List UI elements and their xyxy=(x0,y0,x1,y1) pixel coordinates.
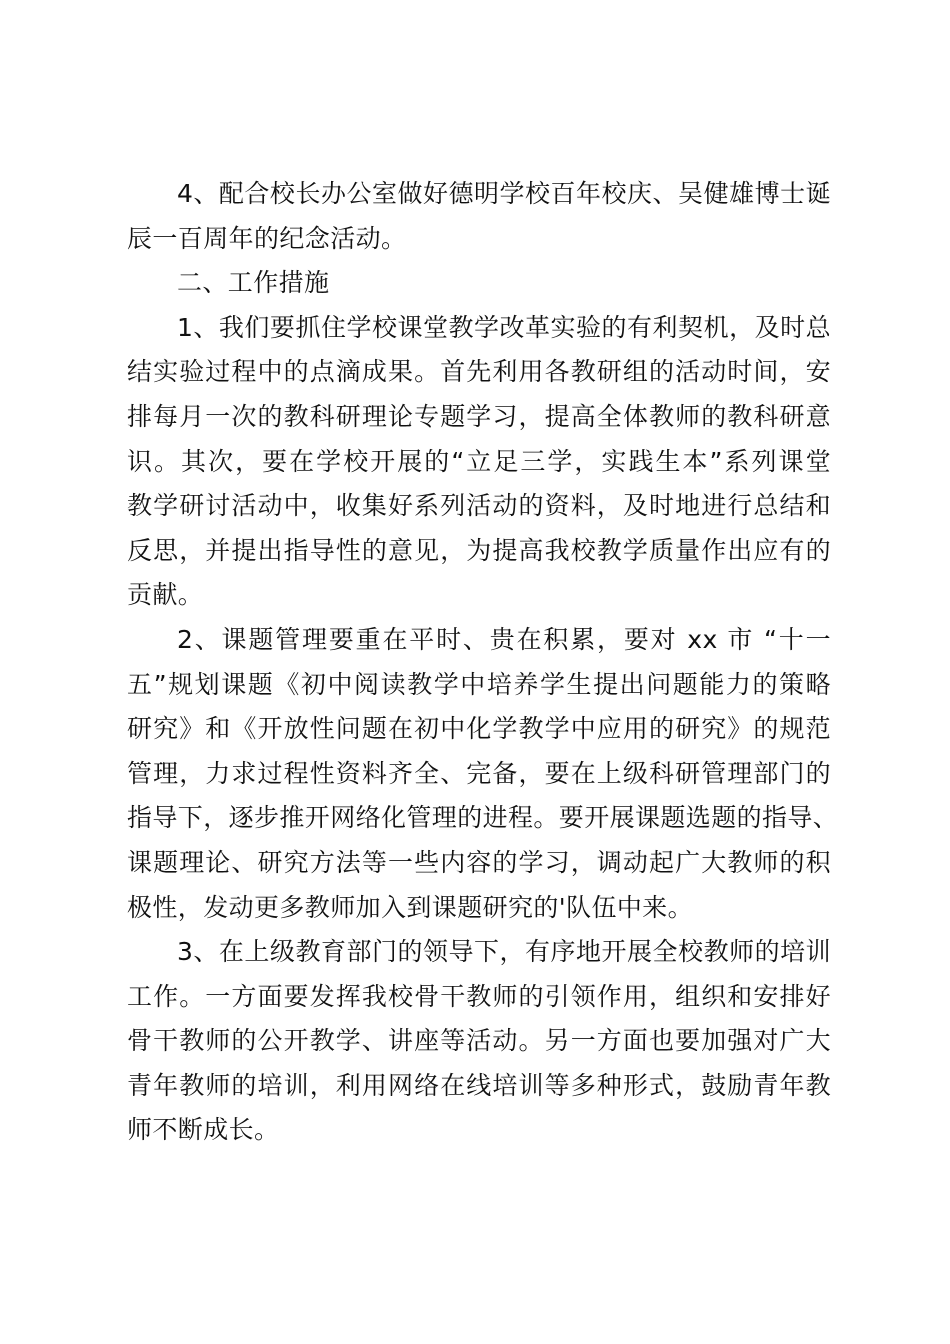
paragraph-item-4 xyxy=(127,172,831,261)
text-line: 2、课题管理要重在平时、贵在积累，要对 xx 市 “十一 xyxy=(177,624,831,654)
text-line: 五”规划课题《初中阅读教学中培养学生提出问题能力的策略 xyxy=(127,669,831,699)
text-line: 4、配合校长办公室做好德明学校百年校庆、吴健雄博士诞 xyxy=(177,179,831,208)
text-line: 骨干教师的公开教学、讲座等活动。另一方面也要加强对广大 xyxy=(127,1026,831,1056)
text-line: 反思，并提出指导性的意见，为提高我校教学质量作出应有的 xyxy=(127,535,831,565)
text-line: 青年教师的培训，利用网络在线培训等多种形式，鼓励青年教 xyxy=(127,1070,831,1100)
text-line: 极性，发动更多教师加入到课题研究的'队伍中来。 xyxy=(127,892,694,922)
text-line: 辰一百周年的纪念活动。 xyxy=(127,223,407,253)
text-line: 识。其次，要在学校开展的“立足三学，实践生本”系列课堂 xyxy=(127,446,831,476)
text-line: 1、我们要抓住学校课堂教学改革实验的有利契机，及时总 xyxy=(177,312,831,342)
text-line: 研究》和《开放性问题在初中化学教学中应用的研究》的规范 xyxy=(127,714,831,744)
section-heading: 二、工作措施 xyxy=(177,268,330,298)
paragraph-measure-2 xyxy=(127,618,839,930)
text-line: 工作。一方面要发挥我校骨干教师的引领作用，组织和安排好 xyxy=(127,981,831,1011)
text-line: 师不断成长。 xyxy=(127,1115,280,1145)
text-line: 教学研讨活动中，收集好系列活动的资料，及时地进行总结和 xyxy=(127,491,831,521)
text-line: 课题理论、研究方法等一些内容的学习，调动起广大教师的积 xyxy=(127,847,831,877)
text-line: 指导下，逐步推开网络化管理的进程。要开展课题选题的指导、 xyxy=(127,803,839,833)
text-line: 排每月一次的教科研理论专题学习，提高全体教师的教科研意 xyxy=(127,401,831,431)
document-body xyxy=(127,172,839,1153)
text-line: 管理，力求过程性资料齐全、完备，要在上级科研管理部门的 xyxy=(127,758,831,788)
text-line: 贡献。 xyxy=(127,580,204,610)
paragraph-measure-3 xyxy=(127,930,831,1153)
text-line: 3、在上级教育部门的领导下，有序地开展全校教师的培训 xyxy=(177,937,831,967)
paragraph-measure-1 xyxy=(127,306,831,618)
section-heading-measures xyxy=(127,261,831,306)
text-line: 结实验过程中的点滴成果。首先利用各教研组的活动时间，安 xyxy=(127,357,831,387)
